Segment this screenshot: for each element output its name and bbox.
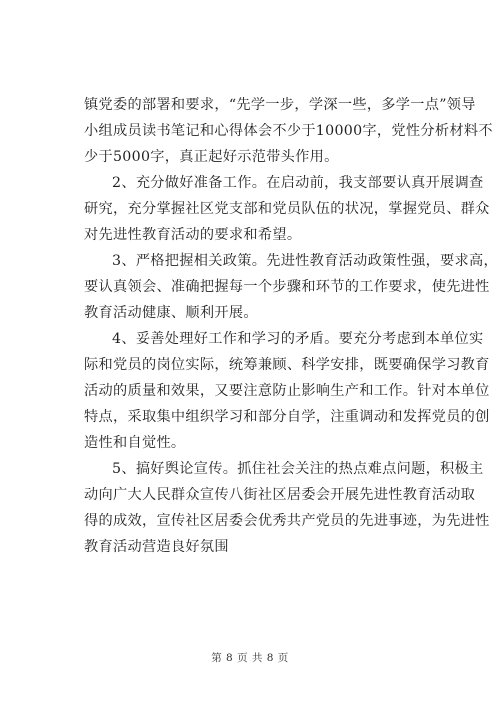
text-line: 得的成效，宣传社区居委会优秀共产党员的先进事迹，为先进性 xyxy=(84,513,490,529)
text-line: 研究，充分掌握社区党支部和党员队伍的状况，掌握党员、群众 xyxy=(84,201,490,217)
document-body xyxy=(84,92,499,560)
page-number-footer: 第 8 页 共 8 页 xyxy=(211,652,289,664)
paragraph-2-start: 2、充分做好准备工作。在启动前，我支部要认真开展调查 xyxy=(112,175,484,191)
text-line: 教育活动健康、顺利开展。 xyxy=(84,305,258,321)
text-line: 对先进性教育活动的要求和希望。 xyxy=(84,227,302,243)
text-line: 活动的质量和效果，又要注意防止影响生产和工作。针对本单位 xyxy=(84,383,490,399)
text-line: 小组成员读书笔记和心得体会不少于10000字，党性分析材料不 xyxy=(84,123,493,139)
text-line: 要认真领会、准确把握每一个步骤和环节的工作要求，使先进性 xyxy=(84,279,490,295)
paragraph-5-start: 5、搞好舆论宣传。抓住社会关注的热点难点问题，积极主 xyxy=(112,461,484,477)
text-line: 镇党委的部署和要求，“先学一步，学深一些，多学一点”领导 xyxy=(84,97,476,113)
text-line: 际和党员的岗位实际，统筹兼顾、科学安排，既要确保学习教育 xyxy=(84,357,490,373)
text-line: 造性和自觉性。 xyxy=(84,435,186,451)
text-line: 特点，采取集中组织学习和部分自学，注重调动和发挥党员的创 xyxy=(84,409,490,425)
text-line: 动向广大人民群众宣传八街社区居委会开展先进性教育活动取 xyxy=(84,487,476,503)
paragraph-4-start: 4、妥善处理好工作和学习的矛盾。要充分考虑到本单位实 xyxy=(112,331,484,347)
paragraph-3-start: 3、严格把握相关政策。先进性教育活动政策性强，要求高， xyxy=(112,253,499,269)
text-line: 少于5000字，真正起好示范带头作用。 xyxy=(84,149,339,165)
text-line: 教育活动营造良好氛围 xyxy=(84,539,229,555)
